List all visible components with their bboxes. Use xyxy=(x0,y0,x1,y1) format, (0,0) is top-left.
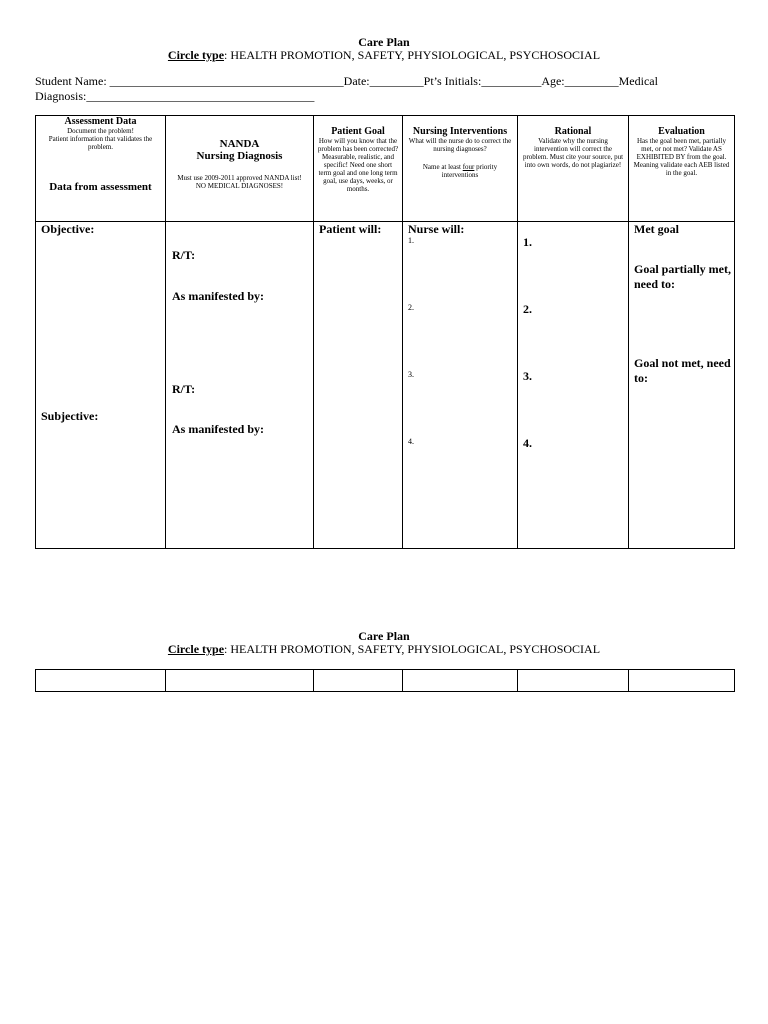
rational-title: Rational xyxy=(554,126,592,137)
interventions-note xyxy=(406,163,514,179)
nurse-num-3: 3. xyxy=(408,370,414,379)
student-info-line[interactable]: Student Name: _______________________________________Date:_________Pt’s Initials:__________Age:_________Medical xyxy=(35,74,658,88)
page2-cell-4[interactable] xyxy=(403,670,518,692)
patient-will-label: Patient will: xyxy=(319,222,382,236)
assessment-title: Assessment Data xyxy=(64,116,137,127)
subjective-label: Subjective: xyxy=(41,409,99,423)
assessment-header xyxy=(36,116,166,222)
goal-not-met-label: Goal not met, need to: xyxy=(634,356,731,385)
header-row xyxy=(36,116,735,222)
page2-circle-type-label: Circle type xyxy=(167,642,225,656)
rational-header xyxy=(518,116,629,222)
assessment-cell[interactable] xyxy=(36,222,166,549)
rational-num-1: 1. xyxy=(523,235,532,249)
page2-table xyxy=(35,669,735,692)
rational-num-4: 4. xyxy=(523,436,532,450)
met-goal-label: Met goal xyxy=(634,222,679,236)
diagnosis-line[interactable]: Diagnosis:______________________________________ xyxy=(35,89,315,103)
page2-circle-type-line xyxy=(0,642,768,657)
assessment-subtitle: Data from assessment xyxy=(49,181,152,193)
page2-cell-6[interactable] xyxy=(629,670,735,692)
circle-type-options: : HEALTH PROMOTION, SAFETY, PHYSIOLOGICAL, PSYCHOSOCIAL xyxy=(224,48,601,62)
rational-num-2: 2. xyxy=(523,302,532,316)
circle-type-line xyxy=(0,48,768,63)
nanda-header xyxy=(166,116,314,222)
page2-cell-1[interactable] xyxy=(36,670,166,692)
page2-cell-3[interactable] xyxy=(314,670,403,692)
nanda-subtitle: Nursing Diagnosis xyxy=(196,150,283,162)
care-plan-table xyxy=(35,115,735,549)
nanda-title: NANDA xyxy=(219,138,260,150)
page2-title: Care Plan xyxy=(358,629,410,643)
note-underlined: four xyxy=(462,163,475,171)
nurse-num-1: 1. xyxy=(408,236,414,245)
page-title: Care Plan xyxy=(358,35,410,49)
nanda-desc-1: Must use 2009-2011 approved NANDA list! xyxy=(177,174,302,182)
goal-desc: How will you know that the problem has been corrected? Measurable, realistic, and specific! Need one short term goal and one long term goal, use days, weeks, or months. xyxy=(317,137,399,193)
evaluation-title: Evaluation xyxy=(658,126,705,137)
interventions-desc: What will the nurse do to correct the nursing diagnoses? xyxy=(408,137,512,153)
goal-title: Patient Goal xyxy=(331,126,385,137)
note-post: priority interventions xyxy=(441,163,498,179)
goal-partially-label: Goal partially met, need to: xyxy=(634,262,731,291)
objective-label: Objective: xyxy=(41,222,95,236)
note-pre: Name at least xyxy=(422,163,463,171)
evaluation-header xyxy=(629,116,735,222)
goal-cell[interactable] xyxy=(314,222,403,549)
circle-type-label: Circle type xyxy=(167,48,225,62)
interventions-header xyxy=(403,116,518,222)
rt-label-2: R/T: xyxy=(172,382,196,396)
interventions-title: Nursing Interventions xyxy=(412,126,508,137)
assessment-desc-1: Document the problem! xyxy=(67,127,134,135)
nurse-will-label: Nurse will: xyxy=(408,222,465,236)
goal-header xyxy=(314,116,403,222)
manifested-label-2: As manifested by: xyxy=(172,422,264,436)
rt-label-1: R/T: xyxy=(172,248,196,262)
assessment-desc-2: Patient information that validates the problem. xyxy=(48,135,153,151)
rational-num-3: 3. xyxy=(523,369,532,383)
page2-cell-5[interactable] xyxy=(518,670,629,692)
rational-cell[interactable] xyxy=(518,222,629,549)
nanda-desc-2: NO MEDICAL DIAGNOSES! xyxy=(195,182,284,190)
nurse-num-4: 4. xyxy=(408,437,414,446)
body-row xyxy=(36,222,735,549)
evaluation-desc: Has the goal been met, partially met, or not met? Validate AS EXHIBITED BY from the goal. Meaning validate each AEB listed in the goal. xyxy=(633,137,730,177)
page2-row xyxy=(36,670,735,692)
nanda-cell[interactable] xyxy=(166,222,314,549)
manifested-label-1: As manifested by: xyxy=(172,289,264,303)
interventions-cell[interactable] xyxy=(403,222,518,549)
evaluation-cell[interactable] xyxy=(629,222,735,549)
nurse-num-2: 2. xyxy=(408,303,414,312)
page2-circle-type-options: : HEALTH PROMOTION, SAFETY, PHYSIOLOGICAL, PSYCHOSOCIAL xyxy=(224,642,601,656)
rational-desc: Validate why the nursing intervention will correct the problem. Must cite your source, put into own words, do not plagiarize! xyxy=(522,137,624,169)
page2-cell-2[interactable] xyxy=(166,670,314,692)
